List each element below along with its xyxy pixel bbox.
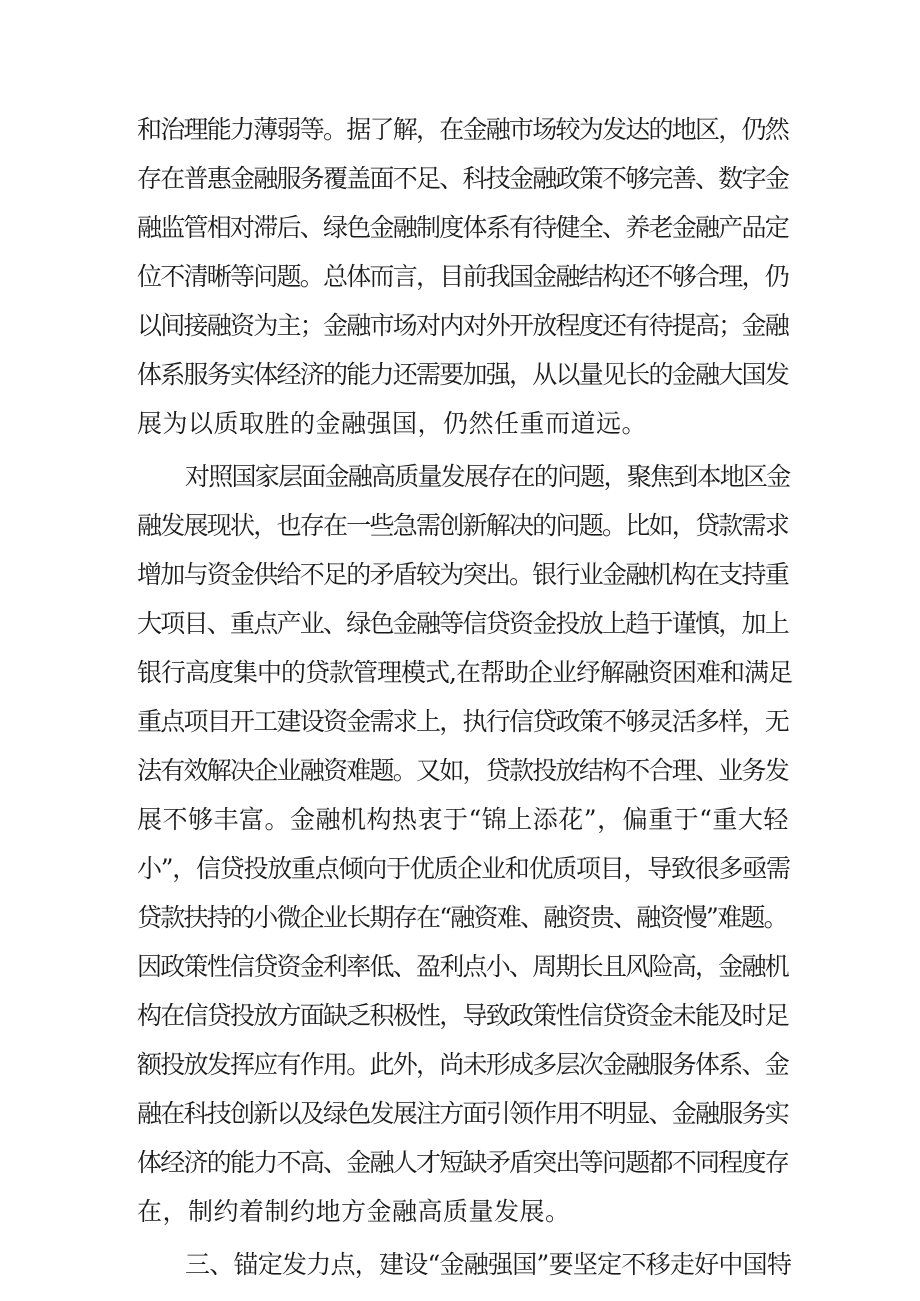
paragraph-2-line-9: 小”，信贷投放重点倾向于优质企业和优质项目，导致很多亟需 xyxy=(137,854,790,883)
paragraph-2-line-6: 重点项目开工建设资金需求上，执行信贷政策不够灵活多样，无 xyxy=(137,707,789,736)
paragraph-2-line-8: 展不够丰富。金融机构热衷于“锦上添花”，偏重于“重大轻 xyxy=(137,805,789,834)
paragraph-2-line-14: 融在科技创新以及绿色发展注方面引领作用不明显、金融服务实 xyxy=(137,1099,789,1128)
paragraph-2-line-7: 法有效解决企业融资难题。又如，贷款投放结构不合理、业务发 xyxy=(137,756,789,785)
paragraph-2-line-15: 体经济的能力不高、金融人才短缺矛盾突出等问题都不同程度存 xyxy=(137,1148,789,1177)
paragraph-2-line-13: 额投放发挥应有作用。此外，尚未形成多层次金融服务体系、金 xyxy=(137,1050,789,1079)
paragraph-2-line-2: 融发展现状，也存在一些急需创新解决的问题。比如，贷款需求 xyxy=(137,511,789,540)
paragraph-2-line-3: 增加与资金供给不足的矛盾较为突出。银行业金融机构在支持重 xyxy=(137,560,789,589)
paragraph-1-line-5: 以间接融资为主；金融市场对内对外开放程度还有待提高；金融 xyxy=(137,311,789,340)
paragraph-2-line-11: 因政策性信贷资金利率低、盈利点小、周期长且风险高，金融机 xyxy=(137,952,789,981)
paragraph-2-line-10: 贷款扶持的小微企业长期存在“融资难、融资贵、融资慢”难题。 xyxy=(137,903,787,932)
paragraph-1-line-2: 存在普惠金融服务覆盖面不足、科技金融政策不够完善、数字金 xyxy=(137,164,789,193)
paragraph-1-line-6: 体系服务实体经济的能力还需要加强，从以量见长的金融大国发 xyxy=(137,360,789,389)
section-heading-3: 三、锚定发力点，建设“金融强国”要坚定不移走好中国特 xyxy=(185,1250,792,1279)
paragraph-2-line-12: 构在信贷投放方面缺乏积极性，导致政策性信贷资金未能及时足 xyxy=(137,1001,789,1030)
paragraph-2-line-16: 在，制约着制约地方金融高质量发展。 xyxy=(137,1197,571,1226)
paragraph-1-line-3: 融监管相对滞后、绿色金融制度体系有待健全、养老金融产品定 xyxy=(137,213,789,242)
paragraph-2-line-5: 银行高度集中的贷款管理模式,在帮助企业纾解融资困难和满足 xyxy=(137,658,792,687)
paragraph-1-line-7: 展为以质取胜的金融强国，仍然任重而道远。 xyxy=(137,409,648,438)
paragraph-1-line-4: 位不清晰等问题。总体而言，目前我国金融结构还不够合理，仍 xyxy=(137,262,789,291)
paragraph-1-line-1: 和治理能力薄弱等。据了解，在金融市场较为发达的地区，仍然 xyxy=(137,115,789,144)
paragraph-2-line-1: 对照国家层面金融高质量发展存在的问题，聚焦到本地区金 xyxy=(185,462,790,491)
paragraph-2-line-4: 大项目、重点产业、绿色金融等信贷资金投放上趋于谨慎，加上 xyxy=(137,609,789,638)
